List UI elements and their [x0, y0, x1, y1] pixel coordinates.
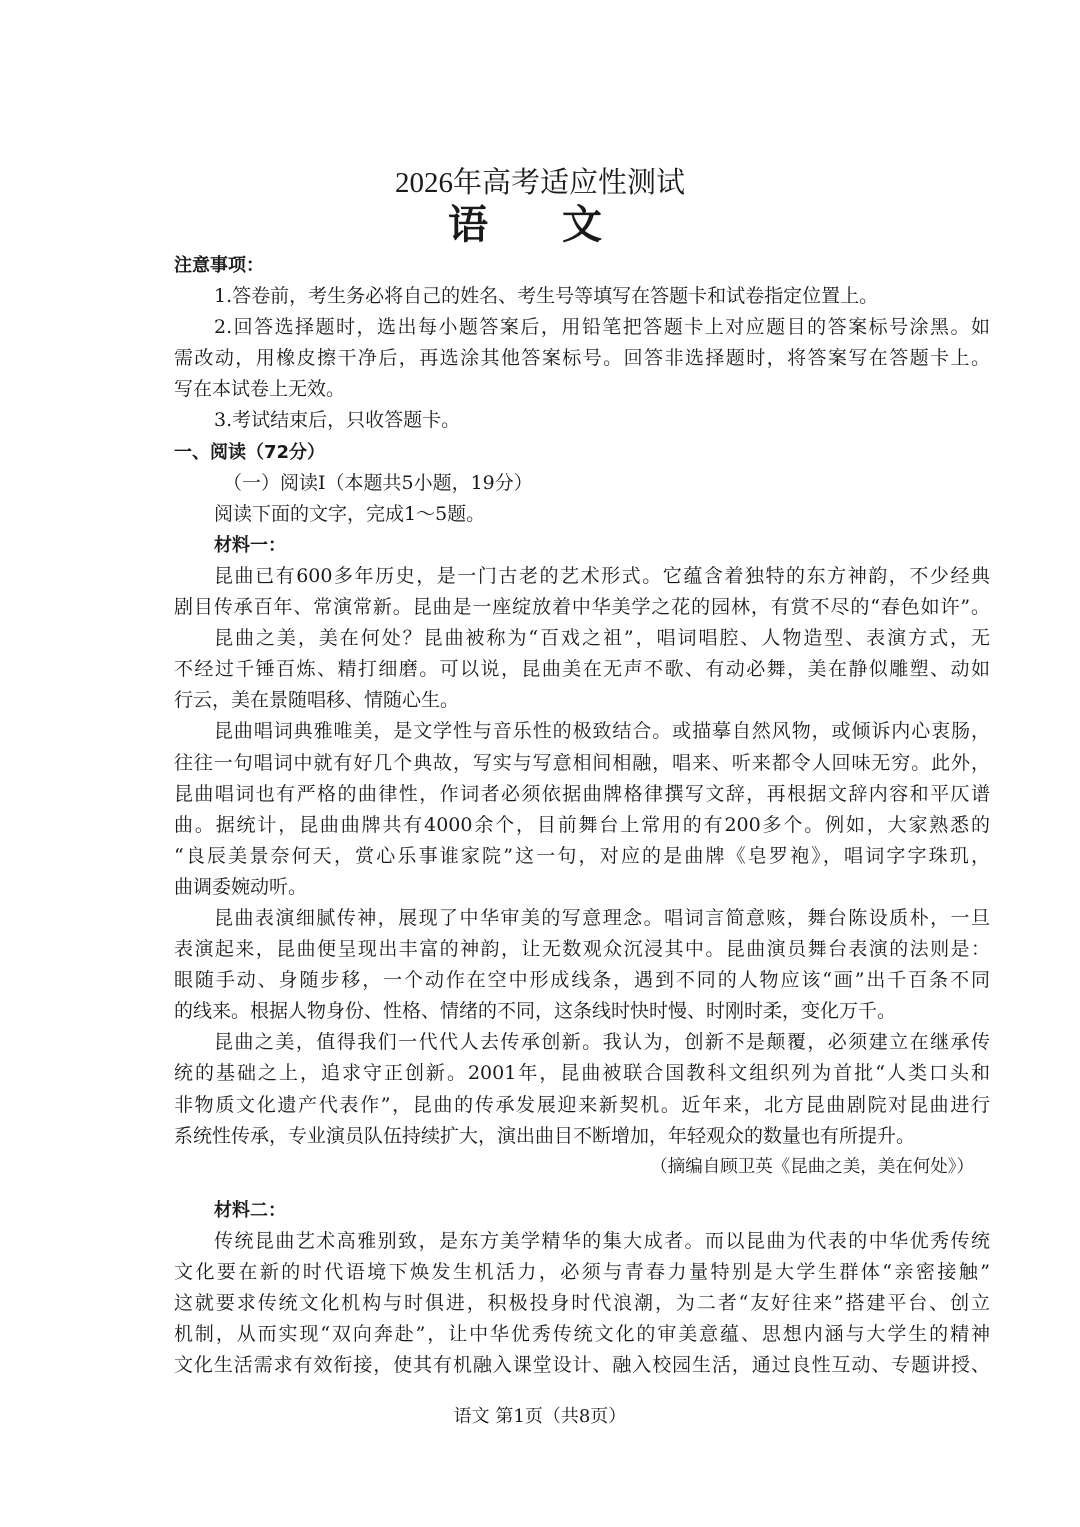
material2-line: 这就要求传统文化机构与时俱进，积极投身时代浪潮，为二者“友好往来”搭建平台、创立	[174, 1292, 990, 1315]
material1-line: 曲。据统计，昆曲曲牌共有4000余个，目前舞台上常用的有200多个。例如，大家熟悉的	[174, 813, 990, 836]
material2-line: 传统昆曲艺术高雅别致，是东方美学精华的集大成者。而以昆曲为代表的中华优秀传统	[214, 1229, 990, 1252]
page-content	[174, 250, 990, 1381]
material2-label: 材料二：	[214, 1199, 286, 1221]
section-subheading: （一）阅读Ⅰ（本题共5小题，19分）	[223, 471, 533, 494]
material1-line: 曲调委婉动听。	[174, 875, 308, 898]
notice-item: 3.考试结束后，只收答题卡。	[214, 409, 461, 432]
material1-line: 往往一句唱词中就有好几个典故，写实与写意相间相融，唱来、听来都令人回味无穷。此外，	[174, 751, 990, 774]
material1-line: “良辰美景奈何天，赏心乐事谁家院”这一句，对应的是曲牌《皂罗袍》，唱词字字珠玑，	[174, 844, 990, 867]
material1-line: 行云，美在景随唱移、情随心生。	[174, 689, 460, 712]
material1-line: 昆曲之美，美在何处？昆曲被称为“百戏之祖”，唱词唱腔、人物造型、表演方式，无	[214, 627, 990, 650]
material1-line: 非物质文化遗产代表作”，昆曲的传承发展迎来新契机。近年来，北方昆曲剧院对昆曲进行	[174, 1093, 990, 1116]
notice-item: 需改动，用橡皮擦干净后，再选涂其他答案标号。回答非选择题时，将答案写在答题卡上。	[174, 347, 990, 370]
material2-line: 文化要在新的时代语境下焕发生机活力，必须与青春力量特别是大学生群体“亲密接触”	[174, 1261, 990, 1283]
paragraph-spacer	[174, 1183, 990, 1195]
subject-title: 语 文	[448, 202, 632, 248]
material2-line: 文化生活需求有效衔接，使其有机融入课堂设计、融入校园生活，通过良性互动、专题讲授、	[174, 1354, 990, 1377]
material1-label: 材料一：	[214, 534, 286, 556]
exam-title: 2026年高考适应性测试	[394, 167, 685, 199]
material1-line: 昆曲已有600多年历史，是一门古老的艺术形式。它蕴含着独特的东方神韵，不少经典	[214, 564, 990, 587]
section-heading: 一、阅读（72分）	[174, 441, 326, 463]
material1-line: 眼随手动、身随步移，一个动作在空中形成线条，遇到不同的人物应该“画”出千百条不同	[174, 969, 990, 992]
notice-item: 1.答卷前，考生务必将自己的姓名、考生号等填写在答题卡和试卷指定位置上。	[214, 285, 879, 308]
material1-line: 昆曲唱词也有严格的曲律性，作词者必须依据曲牌格律撰写文辞，再根据文辞内容和平仄谱	[174, 782, 990, 805]
material1-line: 统的基础之上，追求守正创新。2001年，昆曲被联合国教科文组织列为首批“人类口头和	[174, 1062, 990, 1085]
material1-line: 昆曲表演细腻传神，展现了中华审美的写意理念。唱词言简意赅，舞台陈设质朴，一旦	[214, 906, 990, 929]
material1-line: 昆曲唱词典雅唯美，是文学性与音乐性的极致结合。或描摹自然风物，或倾诉内心衷肠，	[214, 720, 990, 743]
notice-heading: 注意事项：	[174, 255, 264, 276]
material1-line: 的线来。根据人物身份、性格、情绪的不同，这条线时快时慢、时刚时柔，变化万千。	[174, 1000, 897, 1023]
notice-item: 2.回答选择题时，选出每小题答案后，用铅笔把答题卡上对应题目的答案标号涂黑。如	[214, 316, 990, 339]
material1-source: （摘编自顾卫英《昆曲之美，美在何处》）	[650, 1156, 974, 1177]
material1-line: 剧目传承百年、常演常新。昆曲是一座绽放着中华美学之花的园林，有赏不尽的“春色如许”。	[174, 596, 990, 619]
material1-line: 不经过千锤百炼、精打细磨。可以说，昆曲美在无声不歌、有动必舞，美在静似雕塑、动如	[174, 658, 990, 681]
page-footer: 语文 第1页（共8页）	[453, 1406, 627, 1427]
notice-item: 写在本试卷上无效。	[174, 378, 346, 401]
material1-line: 系统性传承，专业演员队伍持续扩大，演出曲目不断增加，年轻观众的数量也有所提升。	[174, 1124, 916, 1147]
material1-line: 表演起来，昆曲便呈现出丰富的神韵，让无数观众沉浸其中。昆曲演员舞台表演的法则是：	[174, 938, 990, 961]
material1-line: 昆曲之美，值得我们一代代人去传承创新。我认为，创新不是颠覆，必须建立在继承传	[214, 1031, 990, 1054]
section-instruction: 阅读下面的文字，完成1～5题。	[214, 502, 486, 525]
material2-line: 机制，从而实现“双向奔赴”，让中华优秀传统文化的审美意蕴、思想内涵与大学生的精神	[174, 1323, 990, 1346]
